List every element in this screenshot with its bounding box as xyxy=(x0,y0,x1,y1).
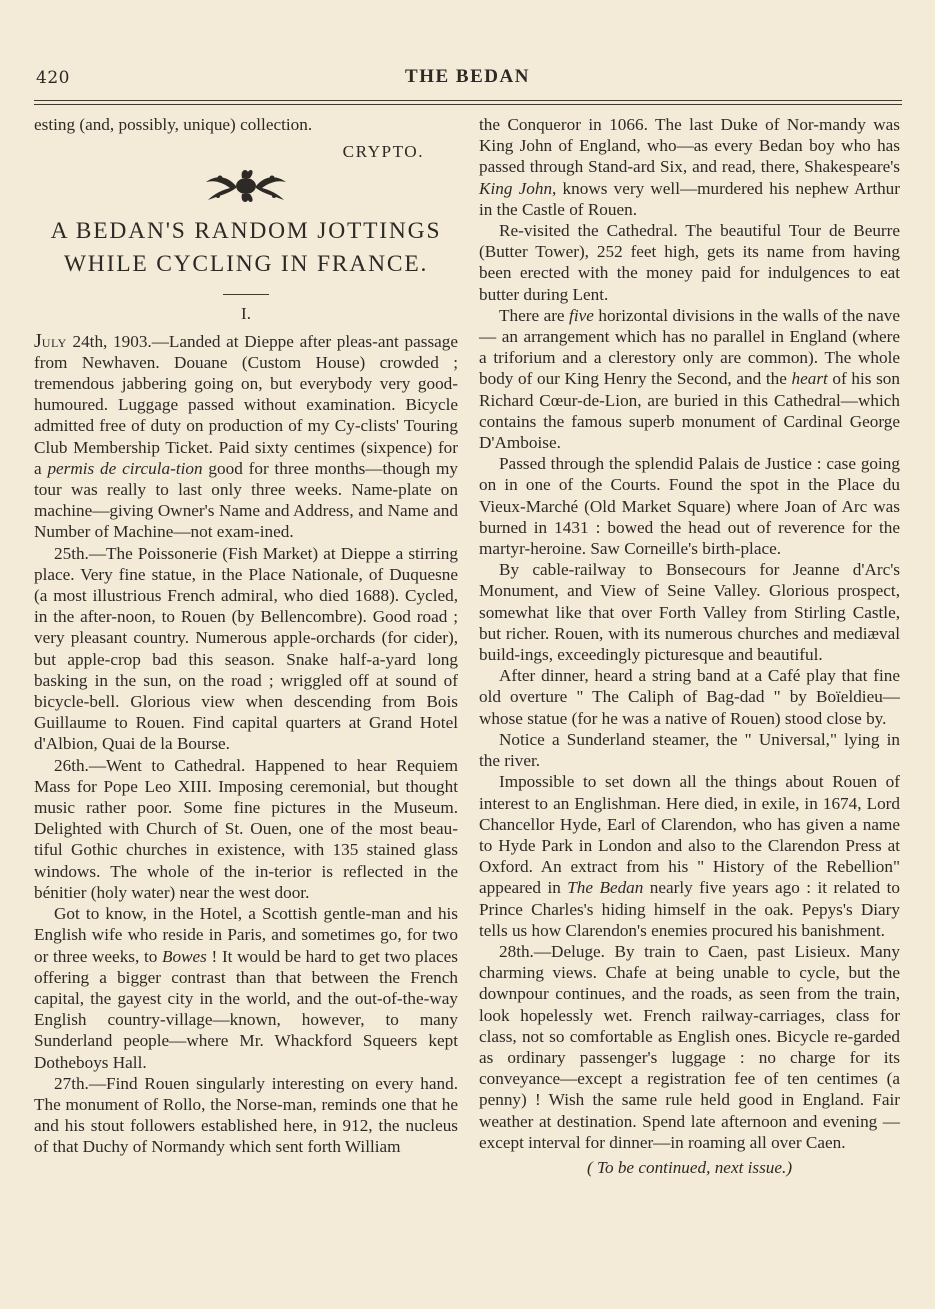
article-title-line-1: A BEDAN'S RANDOM JOTTINGS xyxy=(50,218,442,245)
paragraph-26th: 26th.—Went to Cathedral. Happened to hear Requiem Mass for Pope Leo XIII. Imposing ceremonial, but thought music rather poor. Some fine pictures in the Museum. Delighted with Church of St. Ouen, one of the most beau-tiful Gothic churches in existence, with 135 stained glass windows. The whole of the in-terior is reflected in the bénitier (holy water) near the west door. xyxy=(34,755,458,902)
running-head: THE BEDAN xyxy=(405,66,530,87)
paragraph-after-dinner: After dinner, heard a string band at a Café play that fine old overture " The Caliph of Bag-dad " by Boïeldieu—whose statue (for he was a native of Rouen) stood close by. xyxy=(479,666,900,728)
italic-phrase: Bowes xyxy=(162,946,207,966)
paragraph-28th: 28th.—Deluge. By train to Caen, past Lisieux. Many charming views. Chafe at being unable to cycle, but the downpour continues, and the roads, as seen from the train, look hopelessly wet. French railway-carriages, class for class, not so comfortable as English ones. Bicycle re-garded as ordinary passenger's luggage : no charge for its conveyance—except a registration fee of ten centimes (a penny) ! Wish the same rule held good in England. Fair weather at destination. Spend late afternoon and evening —except interval for dinner—in roaming all over Caen. xyxy=(479,941,900,1152)
ornament-flourish-icon xyxy=(200,166,292,206)
article-title-line-2: WHILE CYCLING IN FRANCE. xyxy=(63,251,429,278)
paragraph-text: Impossible to set down all the things about Rouen of interest to an Englishman. Here died, in exile, in 1674, Lord Chancellor Hyde, Earl of Clarendon, who has given a name to Hyde Park in London and also to the Clarendon Press at Oxford. An extract from his " History of the Rebellion" appeared in xyxy=(479,772,900,898)
paragraph-text: horizontal divisions in the walls of the nave — an arrangement which has no parallel in England (where a triforium and a clerestory only are common). The whole body of our King Henry the Second, and the xyxy=(479,305,900,389)
previous-article-signature: CRYPTO. xyxy=(342,142,424,162)
paragraph-text: 24th, 1903.—Landed at Dieppe after pleas-ant passage from Newhaven. Douane (Custom House) crowded ; tremendous jabbering going on, but everybody very good-humoured. Luggage passed without examination. Bicycle admitted free of duty on production of my Cy-clists' Touring Club Membership Ticket. Paid sixty centimes (sixpence) for a xyxy=(34,331,458,478)
paragraph-text: the Conqueror in 1066. The last Duke of Nor-mandy was King John of England, who—as every Bedan boy who has passed through Stand-ard Six, and read, there, Shakespeare's xyxy=(479,115,900,177)
small-caps-month: uly xyxy=(41,331,67,351)
paragraph-conqueror xyxy=(479,114,900,220)
paragraph-nave xyxy=(479,305,900,453)
section-number: I. xyxy=(241,304,251,324)
paragraph-clarendon xyxy=(479,771,900,941)
paragraph-text: , knows very well—murdered his nephew Arthur in the Castle of Rouen. xyxy=(479,178,900,219)
title-rule xyxy=(223,294,269,295)
page-number: 420 xyxy=(36,68,70,88)
paragraph-july-24 xyxy=(34,331,458,543)
italic-phrase: five xyxy=(569,305,594,325)
paragraph-text: good for three months—though my tour was really to last only three weeks. Name-plate on machine—giving Owner's Name and Address, and Name and Number of Machine—not exam-ined. xyxy=(34,458,458,542)
italic-phrase: heart xyxy=(791,369,828,389)
paragraph-sunderland-steamer: Notice a Sunderland steamer, the " Universal," lying in the river. xyxy=(479,729,900,771)
previous-article-closing-line: esting (and, possibly, unique) collection. xyxy=(34,115,313,134)
italic-phrase: permis de circula-tion xyxy=(47,458,203,478)
paragraph-text: There are xyxy=(499,305,570,325)
paragraph-scottish-gentleman xyxy=(34,903,458,1073)
to-be-continued-note: ( To be continued, next issue.) xyxy=(586,1157,793,1177)
header-rule-second xyxy=(34,104,902,105)
right-column xyxy=(479,114,900,1178)
paragraph-palais-de-justice: Passed through the splendid Palais de Justice : case going on in one of the Courts. Found the spot in the Place du Vieux-Marché (Old Market Square) where Joan of Arc was burned in 1431 : bowed the head out of reverence for the martyr-heroine. Saw Corneille's birth-place. xyxy=(479,454,900,559)
header-rule xyxy=(34,100,902,101)
paragraph-text: Got to know, in the Hotel, a Scottish gentle-man and his English wife who reside in Paris, and sometimes go, for two or three weeks, to xyxy=(34,904,458,966)
paragraph-text: nearly five years ago : it related to Prince Charles's hiding himself in the oak. Pepys's Diary tells us how Clarendon's enemies procured his banishment. xyxy=(479,878,900,940)
italic-phrase: The Bedan xyxy=(567,878,644,898)
paragraph-text: ! It would be hard to get two places offering a bigger contrast than that between the French capital, the gayest city in the world, and the out-of-the-way English country-village—known, however, to many Sunderland people—where Mr. Whackford Squeers kept Dotheboys Hall. xyxy=(34,946,458,1072)
paragraph-text: of his son Richard Cœur-de-Lion, are buried in this Cathedral—which contains the famous superb monument of Cardinal George D'Amboise. xyxy=(479,369,900,453)
paragraph-25th: 25th.—The Poissonerie (Fish Market) at Dieppe a stirring place. Very fine statue, in the Place Nationale, of Duquesne (a most illustrious French admiral, who died 1688). Cycled, in the after-noon, to Rouen (by Bellencombre). Good road ; very pleasant country. Numerous apple-orchards (for cider), but apple-crop bad this season. Snake half-a-yard long basking in the sun, on the road ; wriggled off at sound of bicycle-bell. Glorious view when descending from Bois Guillaume to Rouen. Find capital quarters at Grand Hotel d'Albion, Quai de la Bourse. xyxy=(34,543,458,754)
drop-cap: J xyxy=(34,329,42,352)
left-column xyxy=(34,114,458,1158)
paragraph-cathedral: Re-visited the Cathedral. The beautiful Tour de Beurre (Butter Tower), 252 feet high, gets its name from having been erected with the money paid for indulgences to eat butter during Lent. xyxy=(479,221,900,304)
italic-phrase: King John xyxy=(479,178,553,198)
paragraph-bonsecours: By cable-railway to Bonsecours for Jeanne d'Arc's Monument, and View of Seine Valley. Glorious prospect, somewhat like that over Forth Valley from Stirling Castle, but richer. Rouen, with its numerous churches and mediæval build-ings, exceedingly picturesque and beautiful. xyxy=(479,560,900,665)
paragraph-27th: 27th.—Find Rouen singularly interesting on every hand. The monument of Rollo, the Norse-man, reminds one that he and his stout followers established here, in 912, the nucleus of that Duchy of Normandy which sent forth William xyxy=(34,1073,458,1157)
